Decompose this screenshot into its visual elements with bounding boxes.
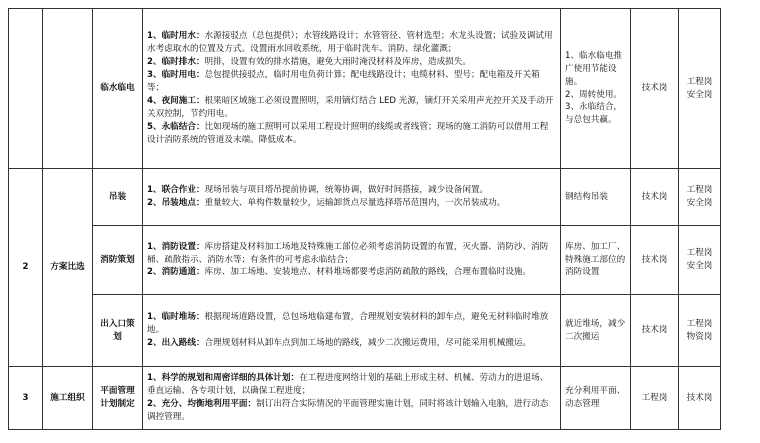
- measure-heading: 1、联合作业：: [147, 185, 205, 196]
- measure-heading: 1、科学的规划和周密详细的具体计划：: [147, 373, 300, 384]
- effect-cell: 1、临水临电推广使用节能设施。 2、周转使用。 3、永临结合，与总包共赢。: [561, 9, 631, 169]
- table-row: [9, 226, 721, 295]
- measure-text: 水源接驳点（总包提供）；水管线路设计；水管管径、管材选型；水龙头设置；试验及调试用水考虑取水的位置及方式。设置雨水回收系统，用于临时洗车、消防、绿化灌溉；: [147, 31, 553, 55]
- row-number: 2: [9, 169, 43, 367]
- responsible-cell: 技术岗: [679, 367, 721, 430]
- measure-heading: 2、临时排水：: [147, 57, 205, 68]
- measure-text: 在工程进度网络计划的基础上形成主材、机械、劳动力的进退场、垂直运输、各专项计划，以确保工程进度；: [147, 373, 549, 397]
- role-cell: 工程岗: [631, 367, 679, 430]
- role-cell: 技术岗: [631, 226, 679, 295]
- item-cell: 临水临电: [93, 9, 143, 169]
- measure-text: 比如现场的施工照明可以采用工程设计照明的线缆或者线管；现场的施工消防可以借用工程设计消防系统的管道及末端。降低成本。: [147, 121, 549, 145]
- measures-cell: [143, 367, 561, 430]
- effect-cell: 充分利用平面、动态管理: [561, 367, 631, 430]
- measure-text: 重量较大、单构件数量较少，运输卸货点尽量选择塔吊范围内，一次吊装成功。: [204, 198, 506, 208]
- measure-line: [147, 30, 556, 56]
- role-cell: 技术岗: [631, 169, 679, 226]
- measure-heading: 2、吊装地点：: [147, 198, 205, 208]
- table-row: [9, 169, 721, 226]
- responsible-cell: 工程岗 安全岗: [679, 169, 721, 226]
- measure-heading: 4、夜间施工：: [147, 95, 205, 106]
- measure-heading: 3、临时用电：: [147, 70, 205, 81]
- measure-line: [147, 337, 556, 350]
- measure-line: [147, 372, 556, 398]
- measure-text: 合理规划材料从卸车点到加工场地的路线，减少二次搬运费用，尽可能采用机械搬运。: [204, 337, 532, 348]
- measures-table: [8, 8, 721, 430]
- table-row: [9, 367, 721, 430]
- measures-cell: [143, 226, 561, 295]
- table-row: [9, 9, 721, 169]
- measure-text: 制订出符合实际情况的平面管理实施计划，同时将该计划输入电脑，进行动态调控管理。: [147, 399, 549, 422]
- measure-heading: 1、临时用水：: [147, 31, 205, 42]
- effect-cell: 库房、加工厂、特殊施工部位的消防设置: [561, 226, 631, 295]
- role-cell: 技术岗: [631, 295, 679, 367]
- measure-heading: 2、消防通道：: [147, 267, 205, 278]
- measure-text: 根果暗区域施工必须设置照明，采用镝灯结合 LED 光源，镝灯开关采用声光控开关及手动开关双控制，节约用电。: [147, 95, 554, 119]
- effect-cell: 就近堆场，减少二次搬运: [561, 295, 631, 367]
- item-cell: 吊装: [93, 169, 143, 226]
- responsible-cell: 工程岗 物资岗: [679, 295, 721, 367]
- measure-line: [147, 241, 556, 267]
- measure-line: [147, 69, 556, 95]
- responsible-cell: 工程岗 安全岗: [679, 226, 721, 295]
- measure-line: [147, 95, 556, 121]
- measure-line: [147, 398, 556, 424]
- measure-heading: 1、临时堆场：: [147, 312, 205, 323]
- item-cell: 平面管理计划制定: [93, 367, 143, 430]
- measure-line: [147, 311, 556, 337]
- measure-heading: 1、消防设置：: [147, 241, 205, 252]
- measure-heading: 5、永临结合：: [147, 121, 205, 132]
- item-cell: 出入口策划: [93, 295, 143, 367]
- measures-cell: [143, 9, 561, 169]
- measure-line: [147, 266, 556, 279]
- measure-line: [147, 121, 556, 147]
- measure-text: 现场吊装与项目塔吊提前协调，统筹协调，做好时间搭接，减少设备闲置。: [204, 185, 489, 196]
- measure-heading: 2、出入路线：: [147, 337, 205, 348]
- measure-line: [147, 56, 556, 69]
- row-number: 3: [9, 367, 43, 430]
- category-cell: 施工组织: [43, 367, 93, 430]
- item-cell: 消防策划: [93, 226, 143, 295]
- responsible-cell: 工程岗 安全岗: [679, 9, 721, 169]
- category-cell: 方案比选: [43, 169, 93, 367]
- measure-heading: 2、充分、均衡地利用平面：: [147, 399, 257, 409]
- measure-line: [147, 197, 556, 210]
- measures-cell: [143, 295, 561, 367]
- measure-text: 明排，设置有效的排水措施，避免大雨时淹没材料及库房，造成损失。: [204, 57, 471, 68]
- category-cell: [43, 9, 93, 169]
- measure-text: 根据现场道路设置，总包场地临建布置，合理规划安装材料的卸车点，避免无材料临时堆放地。: [147, 312, 549, 336]
- measures-cell: [143, 169, 561, 226]
- table-row: [9, 295, 721, 367]
- measure-text: 库房搭建及材料加工场地及特殊施工部位必须考虑消防设置的布置，灭火器、消防沙、消防桶、疏散指示、消防水等；有条件的可考虑永临结合；: [147, 241, 549, 265]
- measure-text: 总包提供接驳点，临时用电负荷计算；配电线路设计；电缆材料、型号；配电箱及开关箱等；: [147, 70, 540, 94]
- measure-line: [147, 184, 556, 197]
- table-body: [9, 9, 721, 430]
- role-cell: 技术岗: [631, 9, 679, 169]
- measure-text: 库房、加工场地、安装地点、材料堆场都要考虑消防疏散的路线，合理布置临时设施。: [204, 267, 532, 278]
- effect-cell: 钢结构吊装: [561, 169, 631, 226]
- row-number: [9, 9, 43, 169]
